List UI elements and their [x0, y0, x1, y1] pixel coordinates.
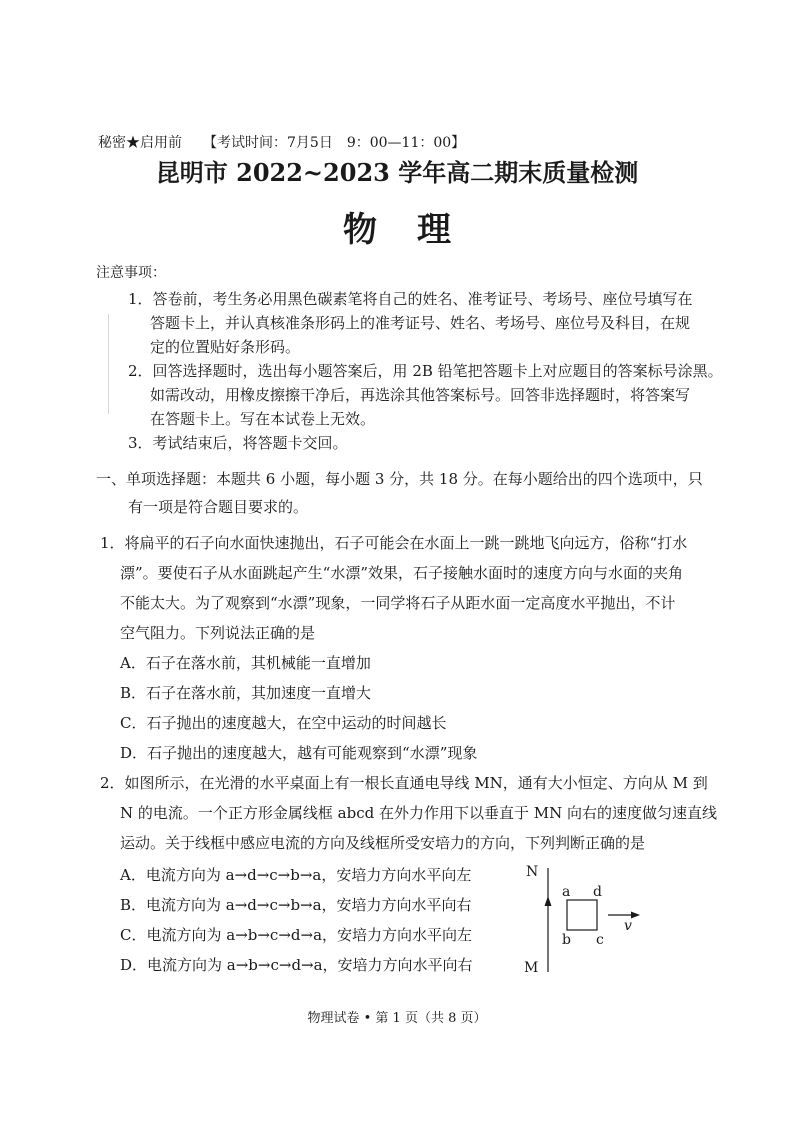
q1-option-d: D．石子抛出的速度越大，越有可能观察到“水漂”现象: [120, 744, 478, 762]
q1-stem: 空气阻力。下列说法正确的是: [120, 624, 316, 642]
label-a: a: [562, 884, 571, 900]
notice-heading: 注意事项：: [96, 265, 166, 281]
q1-stem: 漂”。要使石子从水面跳起产生“水漂”效果，石子接触水面时的速度方向与水面的夹角: [120, 564, 684, 582]
label-b: b: [562, 932, 571, 948]
exam-title: 昆明市 2022~2023 学年高二期末质量检测: [155, 158, 639, 187]
q2-stem: 2．如图所示，在光滑的水平桌面上有一根长直通电导线 MN，通有大小恒定、方向从 M 到: [100, 774, 708, 792]
notice-line: 答题卡上，并认真核准条形码上的准考证号、姓名、考场号、座位号及科目，在规: [150, 314, 691, 332]
q2-option-d: D．电流方向为 a→b→c→d→a，安培力方向水平向右: [120, 956, 473, 974]
notice-line: 1．答卷前，考生务必用黑色碳素笔将自己的姓名、准考证号、考场号、座位号填写在: [128, 290, 693, 308]
velocity-arrow: [631, 912, 640, 919]
notice-line: 2．回答选择题时，选出每小题答案后，用 2B 铅笔把答题卡上对应题目的答案标号涂黑。: [128, 362, 723, 380]
notice-line: 如需改动，用橡皮擦擦干净后，再选涂其他答案标号。回答非选择题时，将答案写: [150, 386, 691, 404]
label-c: c: [596, 932, 604, 948]
q1-stem: 不能太大。为了观察到“水漂”现象，一同学将石子从距水面一定高度水平抛出，不计: [120, 594, 676, 612]
secret-line: 秘密★启用前 【考试时间：7月5日 9：00—11：00】: [98, 135, 466, 151]
q2-option-c: C．电流方向为 a→b→c→d→a，安培力方向水平向左: [120, 926, 473, 944]
label-v: v: [624, 918, 632, 934]
current-arrow: [545, 896, 552, 906]
section-heading: 一、单项选择题：本题共 6 小题，每小题 3 分，共 18 分。在每小题给出的四个选项中，只: [96, 470, 703, 488]
q2-stem: 运动。关于线框中感应电流的方向及线框所受安培力的方向，下列判断正确的是: [120, 834, 646, 852]
subject-title: 物理: [343, 210, 491, 250]
q2-option-b: B．电流方向为 a→d→c→b→a，安培力方向水平向右: [120, 896, 472, 914]
page-footer: 物理试卷 • 第 1 页（共 8 页）: [307, 1011, 487, 1026]
q1-option-a: A．石子在落水前，其机械能一直增加: [120, 654, 371, 672]
q1-stem: 1．将扁平的石子向水面快速抛出，石子可能会在水面上一跳一跳地飞向远方，俗称“打水: [100, 534, 688, 552]
q2-option-a: A．电流方向为 a→d→c→b→a，安培力方向水平向左: [120, 866, 472, 884]
label-d: d: [593, 884, 602, 900]
q2-figure: [510, 860, 650, 980]
section-heading-cont: 有一项是符合题目要求的。: [128, 498, 309, 516]
label-m: M: [524, 960, 539, 976]
notice-line: 定的位置贴好条形码。: [150, 338, 301, 356]
label-n: N: [526, 864, 539, 880]
q1-option-b: B．石子在落水前，其加速度一直增大: [120, 684, 372, 702]
notice-line: 3．考试结束后，将答题卡交回。: [128, 434, 348, 452]
margin-mark: [108, 314, 109, 414]
q2-stem: N 的电流。一个正方形金属线框 abcd 在外力作用下以垂直于 MN 向右的速度做匀速直线: [120, 804, 718, 822]
square-frame: [567, 900, 597, 930]
q1-option-c: C．石子抛出的速度越大，在空中运动的时间越长: [120, 714, 447, 732]
notice-line: 在答题卡上。写在本试卷上无效。: [150, 410, 376, 428]
